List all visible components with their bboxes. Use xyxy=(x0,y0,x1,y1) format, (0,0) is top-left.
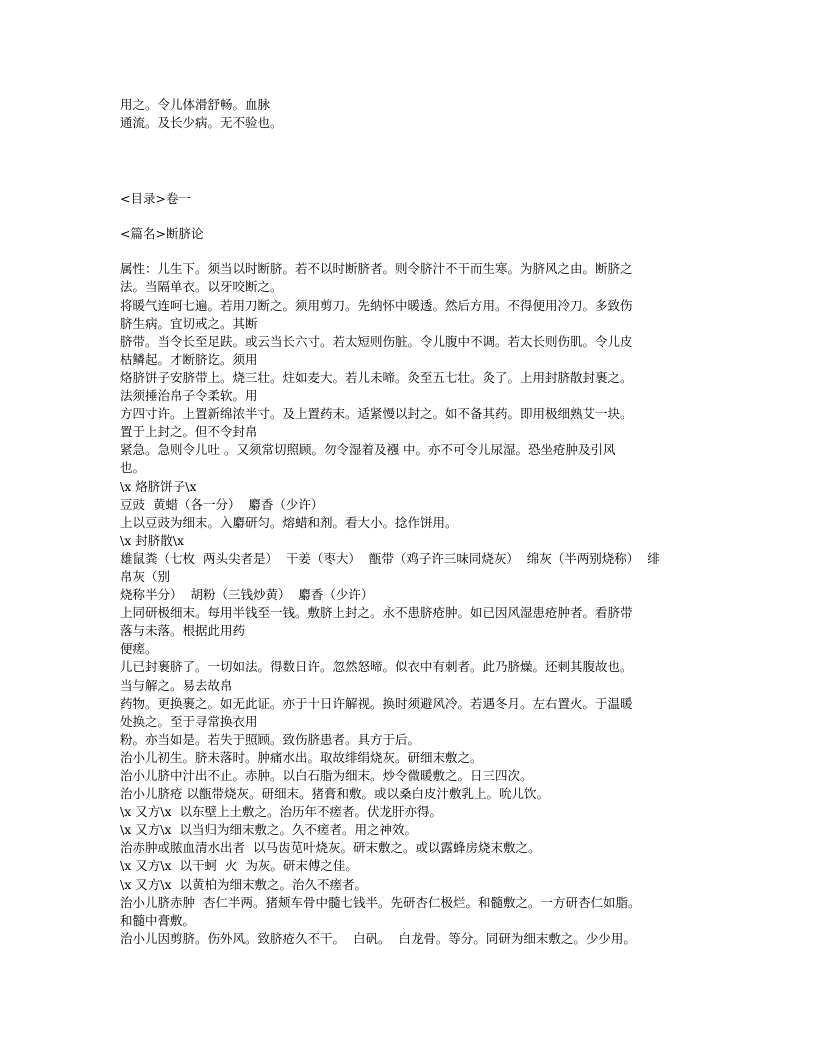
text-line: 落与未落。根据此用药 xyxy=(120,623,246,639)
text-line: \x 又方\x 以东壁上土敷之。治历年不瘥者。伏龙肝亦得。 xyxy=(120,804,442,820)
toc-heading: <目录>卷一 xyxy=(120,191,191,207)
text-line: 和髓中膏敷。 xyxy=(120,912,196,928)
text-line: 处换之。至于寻常换衣用 xyxy=(120,713,258,729)
chapter-heading: <篇名>断脐论 xyxy=(120,226,204,242)
intro-paragraph xyxy=(120,96,700,132)
text-line: 法。当隔单衣。以牙咬断之。 xyxy=(120,279,283,295)
text-line: 治赤肿或脓血清水出者 以马齿苋叶烧灰。研末敷之。或以露蜂房烧末敷之。 xyxy=(120,840,541,856)
text-line: 当与解之。易去故帛 xyxy=(120,677,233,693)
text-line: 将暖气连呵七遍。若用刀断之。须用剪刀。先纳怀中暖透。然后方用。不得便用冷刀。多致伤 xyxy=(120,297,633,313)
text-line: 法须捶治帛子令柔软。用 xyxy=(120,388,258,404)
text-line: 脐带。当令长至足趺。或云当长六寸。若太短则伤脏。令儿腹中不调。若太长则伤肌。令儿皮 xyxy=(120,333,633,349)
text-line: 方四寸许。上置新绵浓半寸。及上置药末。适紧慢以封之。如不备其药。即用极细熟艾一块。 xyxy=(120,406,633,422)
text-line: 帛灰（别 xyxy=(120,568,171,584)
text-line: 儿已封裹脐了。一切如法。得数日许。忽然怒啼。似衣中有刺者。此乃脐燥。还刺其腹故也。 xyxy=(120,659,633,675)
document-page xyxy=(120,96,700,948)
text-line: 豆豉 黄蜡（各一分） 麝香（少许） xyxy=(120,496,324,512)
text-line: 雄鼠粪（七枚 两头尖者是） 干姜（枣大） 甑带（鸡子许三味同烧灰） 绵灰（半两别烧称） 绯 xyxy=(120,550,660,566)
text-line: 也。 xyxy=(120,460,146,476)
text-line: 治小儿脐中汁出不止。赤肿。以白石脂为细末。炒令微暖敷之。日三四次。 xyxy=(120,768,533,783)
text-line: 置于上封之。但不令封帛 xyxy=(120,424,258,440)
body-text xyxy=(120,260,700,948)
text-line: 上同研极细末。每用半钱至一钱。敷脐上封之。永不患脐疮肿。如已因风湿患疮肿者。看脐带 xyxy=(120,605,633,621)
text-line: \x 烙脐饼子\x xyxy=(120,478,197,494)
text-line: 上以豆豉为细末。入麝研匀。熔蜡和剂。看大小。捻作饼用。 xyxy=(120,514,458,530)
text-line: 治小儿因剪脐。伤外风。致脐疮久不干。 白矾。 白龙骨。等分。同研为细末敷之。少少用。 xyxy=(120,930,636,946)
text-line: 粉。亦当如是。若失于照顾。致伤脐患者。具方于后。 xyxy=(120,731,421,747)
text-line: 脐生病。宜切戒之。其断 xyxy=(120,315,258,331)
text-line: 治小儿初生。脐未落时。肿痛水出。取故绯绢烧灰。研细末敷之。 xyxy=(120,749,483,765)
text-line: 通流。及长少病。无不验也。 xyxy=(120,115,283,131)
text-line: 用之。令儿体滑舒畅。血脉 xyxy=(120,97,271,112)
text-line: 烙脐饼子安脐带上。烧三壮。炷如麦大。若儿未啼。灸至五七壮。灸了。上用封脐散封裹之。 xyxy=(120,369,633,385)
text-line: \x 又方\x 以当归为细末敷之。久不瘥者。用之神效。 xyxy=(120,822,417,838)
text-line: 枯鳞起。才断脐讫。须用 xyxy=(120,351,258,367)
text-line: 治小儿脐疮 以甑带烧灰。研细末。猪膏和敷。或以桑白皮汁敷乳上。吮儿饮。 xyxy=(120,786,549,802)
text-line: 紧急。急则令儿吐 。又须常切照顾。勿令湿着及襁 中。亦不可令儿尿湿。恐坐疮肿及引风 xyxy=(120,442,616,458)
text-line: \x 又方\x 以黄柏为细末敷之。治久不瘥者。 xyxy=(120,876,367,892)
text-line: 治小儿脐赤肿 杏仁半两。猪颊车骨中髓七钱半。先研杏仁极烂。和髓敷之。一方研杏仁如脂。 xyxy=(120,894,641,910)
text-line: 烧称半分） 胡粉（三钱炒黄） 麝香（少许） xyxy=(120,587,374,603)
text-line: 属性：儿生下。须当以时断脐。若不以时断脐者。则令脐汁不干而生寒。为脐风之由。断脐之 xyxy=(120,261,633,277)
text-line: 药物。更换裹之。如无此证。亦于十日许解视。换时须避风冷。若遇冬月。左右置火。于温暖 xyxy=(120,695,633,711)
text-line: 便瘥。 xyxy=(120,641,158,657)
text-line: \x 又方\x 以干蚵 火 为灰。研末傅之佳。 xyxy=(120,858,358,874)
text-line: \x 封脐散\x xyxy=(120,532,184,548)
